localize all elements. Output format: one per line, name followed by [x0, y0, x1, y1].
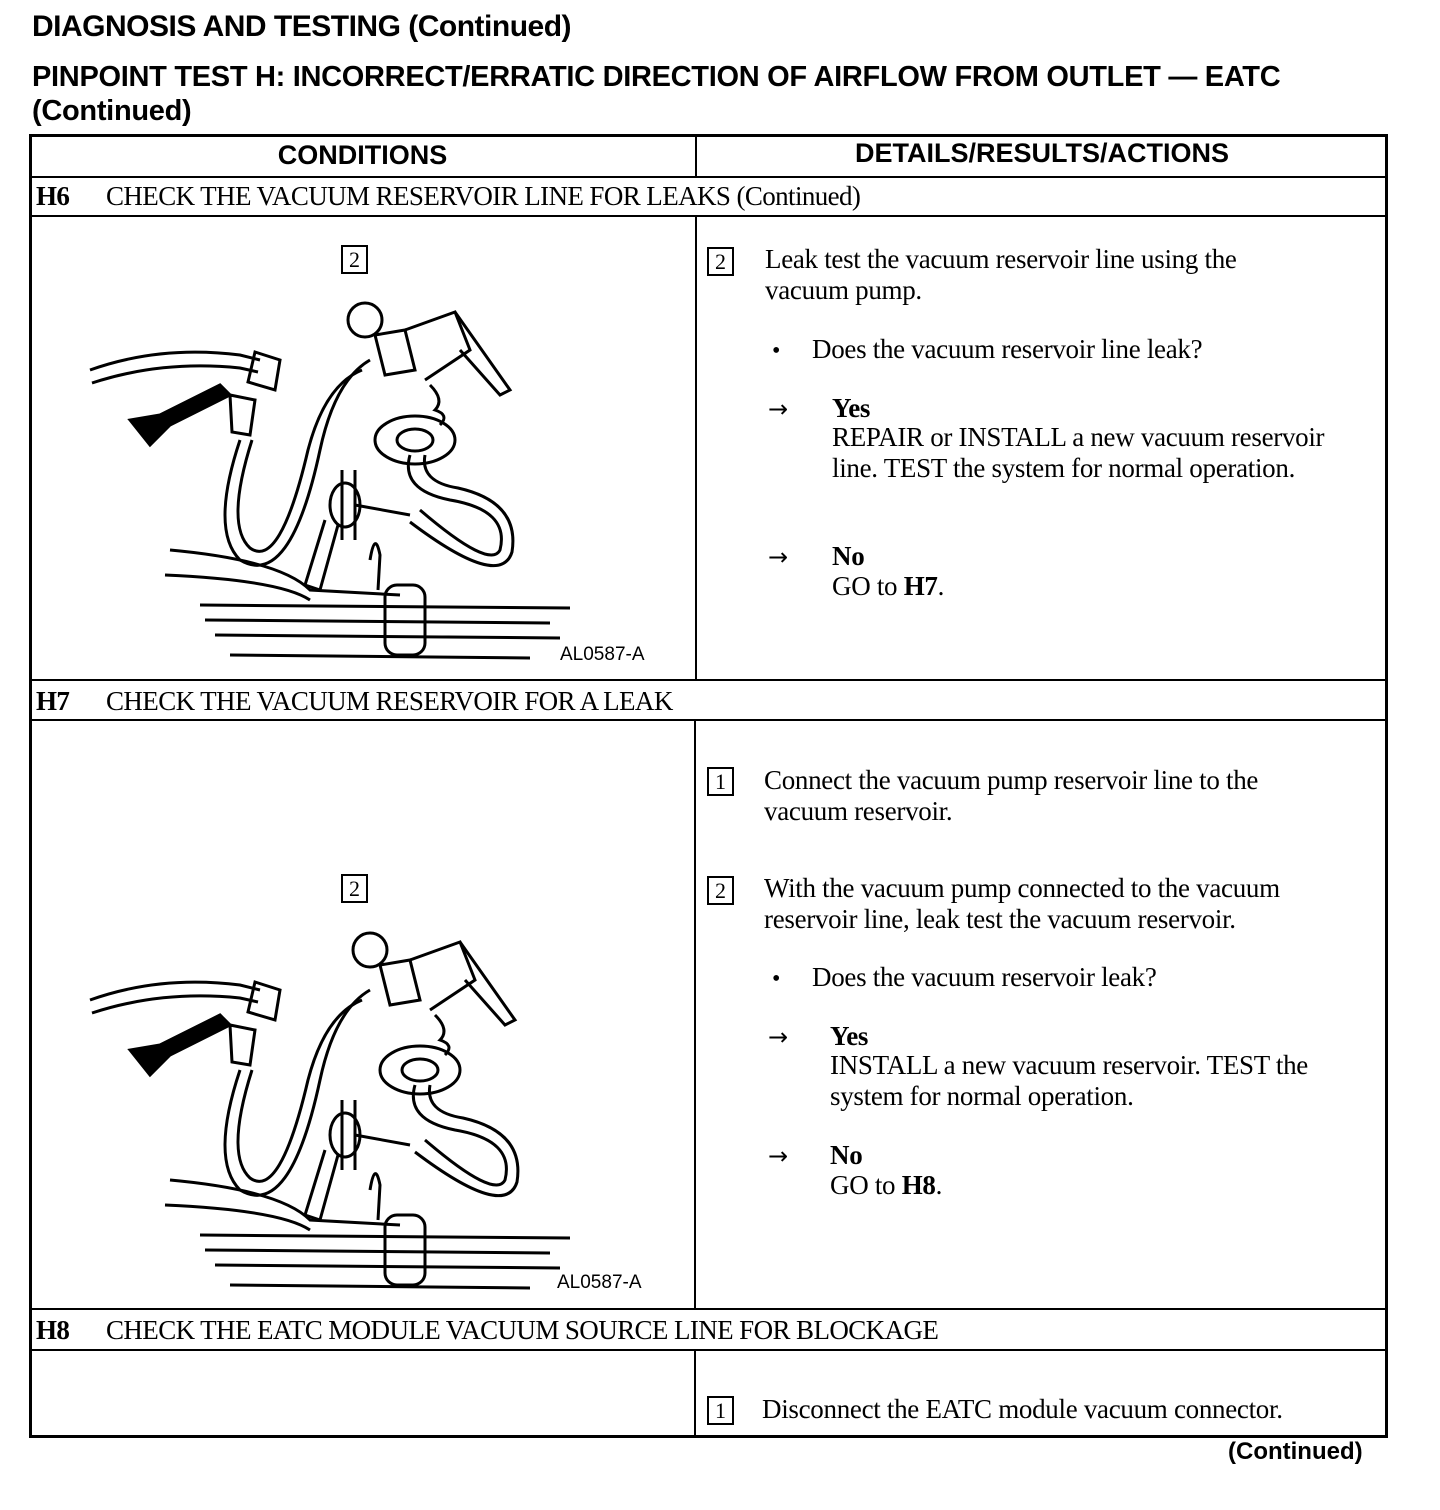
h6-title: CHECK THE VACUUM RESERVOIR LINE FOR LEAKS (Continued)	[106, 181, 861, 211]
h6-no-action	[832, 571, 944, 602]
h6-fig-step-box: 2	[341, 245, 368, 274]
vacuum-reservoir	[380, 1046, 460, 1094]
hand-pump	[375, 312, 510, 425]
h7-no-arrow-icon: →	[768, 1142, 789, 1170]
h7-no-action-prefix: GO to	[830, 1170, 902, 1200]
tee-fitting	[305, 470, 410, 590]
h8-step1-text: Disconnect the EATC module vacuum connector.	[762, 1394, 1283, 1424]
h6-step2-box: 2	[707, 247, 734, 276]
h7-id: H7	[36, 686, 70, 716]
vacuum-pump-illustration	[80, 920, 600, 1300]
tee-fitting	[305, 1100, 410, 1220]
h7-step2-box: 2	[707, 876, 734, 905]
h6-title-divider	[30, 215, 1388, 217]
h6-no-action-prefix: GO to	[832, 571, 904, 601]
h6-fig-code: AL0587-A	[560, 644, 645, 665]
h7-step1-box: 1	[707, 767, 734, 796]
h6-no-action-suffix: .	[937, 571, 945, 601]
h8-step1-box: 1	[707, 1396, 734, 1425]
pressure-gauge	[353, 933, 387, 967]
h6-yes-action: REPAIR or INSTALL a new vacuum reservoir line. TEST the system for normal operation.	[832, 422, 1325, 483]
h7-no-action-suffix: .	[935, 1170, 943, 1200]
col-header-conditions: CONDITIONS	[277, 140, 448, 170]
h7-step1-text: Connect the vacuum pump reservoir line to the vacuum reservoir.	[764, 765, 1259, 826]
h8-top-divider	[30, 1308, 1388, 1310]
h6-yes-arrow-icon: →	[768, 395, 789, 423]
h7-no-action	[830, 1170, 942, 1201]
h7-no-action-target: H8	[901, 1170, 936, 1200]
vacuum-pump-illustration	[80, 290, 600, 670]
header-divider	[30, 176, 1388, 178]
vacuum-reservoir	[375, 416, 455, 464]
h6-no-action-target: H7	[903, 571, 938, 601]
col-sep-h6	[695, 215, 697, 680]
pointer-arrow	[130, 1015, 230, 1075]
h7-question: Does the vacuum reservoir leak?	[812, 962, 1157, 992]
table-border-top	[30, 134, 1388, 137]
hose-connector	[230, 982, 280, 1065]
h7-header	[36, 686, 673, 717]
h7-step2-text: With the vacuum pump connected to the vacuum reservoir line, leak test the vacuum reservoir.	[764, 873, 1280, 934]
h6-bullet: •	[772, 338, 781, 364]
pressure-gauge	[348, 303, 382, 337]
table-border-left	[29, 134, 32, 1438]
h6-question: Does the vacuum reservoir line leak?	[812, 334, 1203, 364]
table-border-right	[1385, 134, 1388, 1438]
h7-top-divider	[30, 679, 1388, 681]
col-sep-h7	[694, 719, 696, 1309]
col-header-details: DETAILS/RESULTS/ACTIONS	[854, 138, 1229, 168]
pinpoint-test-title: PINPOINT TEST H: INCORRECT/ERRATIC DIRECTION OF AIRFLOW FROM OUTLET — EATC (Continued)	[32, 61, 1281, 127]
vacuum-line-hose	[90, 982, 260, 1013]
h7-fig-step-box: 2	[341, 874, 368, 903]
h8-title-divider	[30, 1349, 1388, 1351]
h6-step2-text: Leak test the vacuum reservoir line using the vacuum pump.	[765, 244, 1237, 305]
vacuum-harness	[165, 544, 570, 658]
h7-yes-label: Yes	[830, 1021, 869, 1051]
pointer-arrow	[130, 385, 230, 445]
h7-title: CHECK THE VACUUM RESERVOIR FOR A LEAK	[106, 686, 673, 716]
h8-title: CHECK THE EATC MODULE VACUUM SOURCE LINE FOR BLOCKAGE	[106, 1315, 939, 1345]
h8-id: H8	[36, 1315, 70, 1345]
h7-yes-arrow-icon: →	[768, 1023, 789, 1051]
continued-note: (Continued)	[1228, 1438, 1363, 1465]
h6-header	[36, 181, 860, 212]
h7-fig-code: AL0587-A	[557, 1272, 642, 1293]
h7-no-label: No	[830, 1140, 863, 1170]
h6-no-label: No	[832, 541, 865, 571]
h6-yes-label: Yes	[832, 393, 871, 423]
h7-title-divider	[30, 719, 1388, 721]
vacuum-harness	[165, 1174, 570, 1288]
hose-connector	[230, 352, 280, 435]
h7-bullet: •	[772, 966, 781, 992]
col-sep-h8	[694, 1349, 696, 1437]
table-border-bottom	[29, 1435, 1388, 1438]
h8-header	[36, 1315, 938, 1346]
h6-no-arrow-icon: →	[768, 543, 789, 571]
page-title: DIAGNOSIS AND TESTING (Continued)	[32, 10, 572, 43]
vacuum-line-hose	[90, 352, 260, 383]
hand-pump	[380, 942, 515, 1055]
h7-yes-action: INSTALL a new vacuum reservoir. TEST the system for normal operation.	[830, 1050, 1308, 1111]
h6-id: H6	[36, 181, 70, 211]
